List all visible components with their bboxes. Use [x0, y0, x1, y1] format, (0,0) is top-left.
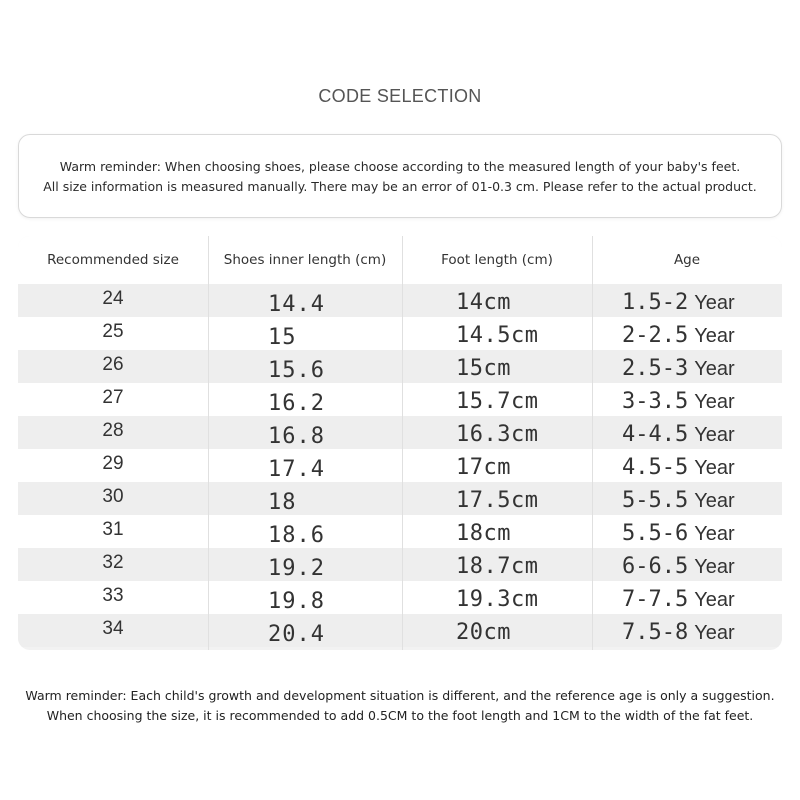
- cell-foot-length: 17cm: [456, 455, 511, 480]
- age-unit: Year: [694, 589, 735, 611]
- header-age: Age: [673, 252, 701, 268]
- cell-inner-length: 18.6: [268, 523, 325, 548]
- header-foot-length: Foot length (cm): [441, 252, 553, 268]
- cell-recommended-size: 31: [102, 519, 124, 540]
- age-unit: Year: [694, 292, 735, 314]
- cell-recommended-size: 33: [102, 585, 124, 606]
- footer-line-2: When choosing the size, it is recommended to add 0.5CM to the foot length and 1CM to the width of the fat feet.: [46, 708, 754, 723]
- age-range: 1.5-2: [622, 290, 689, 315]
- age-unit: Year: [694, 556, 735, 578]
- cell-recommended-size: 28: [102, 420, 124, 441]
- age-range: 7-7.5: [622, 587, 689, 612]
- cell-foot-length: 20cm: [456, 620, 511, 645]
- age-unit: Year: [694, 391, 735, 413]
- age-unit: Year: [694, 622, 735, 644]
- age-range: 3-3.5: [622, 389, 689, 414]
- cell-foot-length: 14cm: [456, 290, 511, 315]
- cell-age: [622, 286, 735, 319]
- table-header: [18, 236, 782, 284]
- table-row: [18, 581, 782, 614]
- age-unit: Year: [694, 325, 735, 347]
- age-range: 5.5-6: [622, 521, 689, 546]
- cell-inner-length: 19.8: [268, 589, 325, 614]
- cell-recommended-size: 29: [102, 453, 124, 474]
- age-range: 4-4.5: [622, 422, 689, 447]
- age-range: 6-6.5: [622, 554, 689, 579]
- footer-reminder: [0, 686, 800, 726]
- cell-age: [622, 517, 735, 550]
- column-divider: [592, 236, 593, 650]
- header-inner-length: Shoes inner length (cm): [223, 252, 387, 268]
- cell-age: [622, 583, 735, 616]
- cell-age: [622, 451, 735, 484]
- cell-foot-length: 14.5cm: [456, 323, 539, 348]
- table-row: [18, 317, 782, 350]
- table-row: [18, 614, 782, 647]
- page-title: CODE SELECTION: [318, 86, 482, 106]
- cell-inner-length: 17.4: [268, 457, 325, 482]
- reminder-line-2: All size information is measured manually. There may be an error of 01-0.3 cm. Please refer to the actual product.: [43, 179, 757, 194]
- table-row: [18, 383, 782, 416]
- cell-foot-length: 16.3cm: [456, 422, 539, 447]
- header-recommended-size: Recommended size: [47, 252, 179, 268]
- cell-foot-length: 15cm: [456, 356, 511, 381]
- column-divider: [402, 236, 403, 650]
- cell-recommended-size: 34: [102, 618, 124, 639]
- age-range: 2.5-3: [622, 356, 689, 381]
- age-unit: Year: [694, 490, 735, 512]
- cell-age: [622, 484, 735, 517]
- cell-inner-length: 19.2: [268, 556, 325, 581]
- table-row: [18, 548, 782, 581]
- cell-foot-length: 19.3cm: [456, 587, 539, 612]
- cell-age: [622, 352, 735, 385]
- cell-inner-length: 20.4: [268, 622, 325, 647]
- cell-recommended-size: 25: [102, 321, 124, 342]
- age-range: 7.5-8: [622, 620, 689, 645]
- cell-foot-length: 15.7cm: [456, 389, 539, 414]
- age-range: 2-2.5: [622, 323, 689, 348]
- cell-recommended-size: 27: [102, 387, 124, 408]
- cell-foot-length: 18cm: [456, 521, 511, 546]
- cell-age: [622, 550, 735, 583]
- age-unit: Year: [694, 358, 735, 380]
- size-table: [18, 236, 782, 650]
- cell-inner-length: 15.6: [268, 358, 325, 383]
- table-row: [18, 482, 782, 515]
- cell-age: [622, 319, 735, 352]
- cell-inner-length: 15: [268, 325, 297, 350]
- cell-inner-length: 16.8: [268, 424, 325, 449]
- cell-age: [622, 616, 735, 649]
- reminder-line-1: Warm reminder: When choosing shoes, please choose according to the measured length of your baby's feet.: [59, 159, 741, 174]
- table-row: [18, 416, 782, 449]
- cell-inner-length: 18: [268, 490, 297, 515]
- cell-foot-length: 18.7cm: [456, 554, 539, 579]
- table-row: [18, 515, 782, 548]
- column-divider: [208, 236, 209, 650]
- table-row: [18, 284, 782, 317]
- cell-recommended-size: 26: [102, 354, 124, 375]
- cell-inner-length: 14.4: [268, 292, 325, 317]
- age-range: 5-5.5: [622, 488, 689, 513]
- age-unit: Year: [694, 457, 735, 479]
- age-range: 4.5-5: [622, 455, 689, 480]
- cell-recommended-size: 32: [102, 552, 124, 573]
- cell-inner-length: 16.2: [268, 391, 325, 416]
- age-unit: Year: [694, 424, 735, 446]
- cell-recommended-size: 30: [102, 486, 124, 507]
- table-row: [18, 449, 782, 482]
- cell-foot-length: 17.5cm: [456, 488, 539, 513]
- cell-age: [622, 418, 735, 451]
- age-unit: Year: [694, 523, 735, 545]
- table-row: [18, 350, 782, 383]
- footer-line-1: Warm reminder: Each child's growth and development situation is different, and the reference age is only a suggestion.: [25, 688, 775, 703]
- cell-age: [622, 385, 735, 418]
- warm-reminder-box: [18, 134, 782, 218]
- cell-recommended-size: 24: [102, 288, 124, 309]
